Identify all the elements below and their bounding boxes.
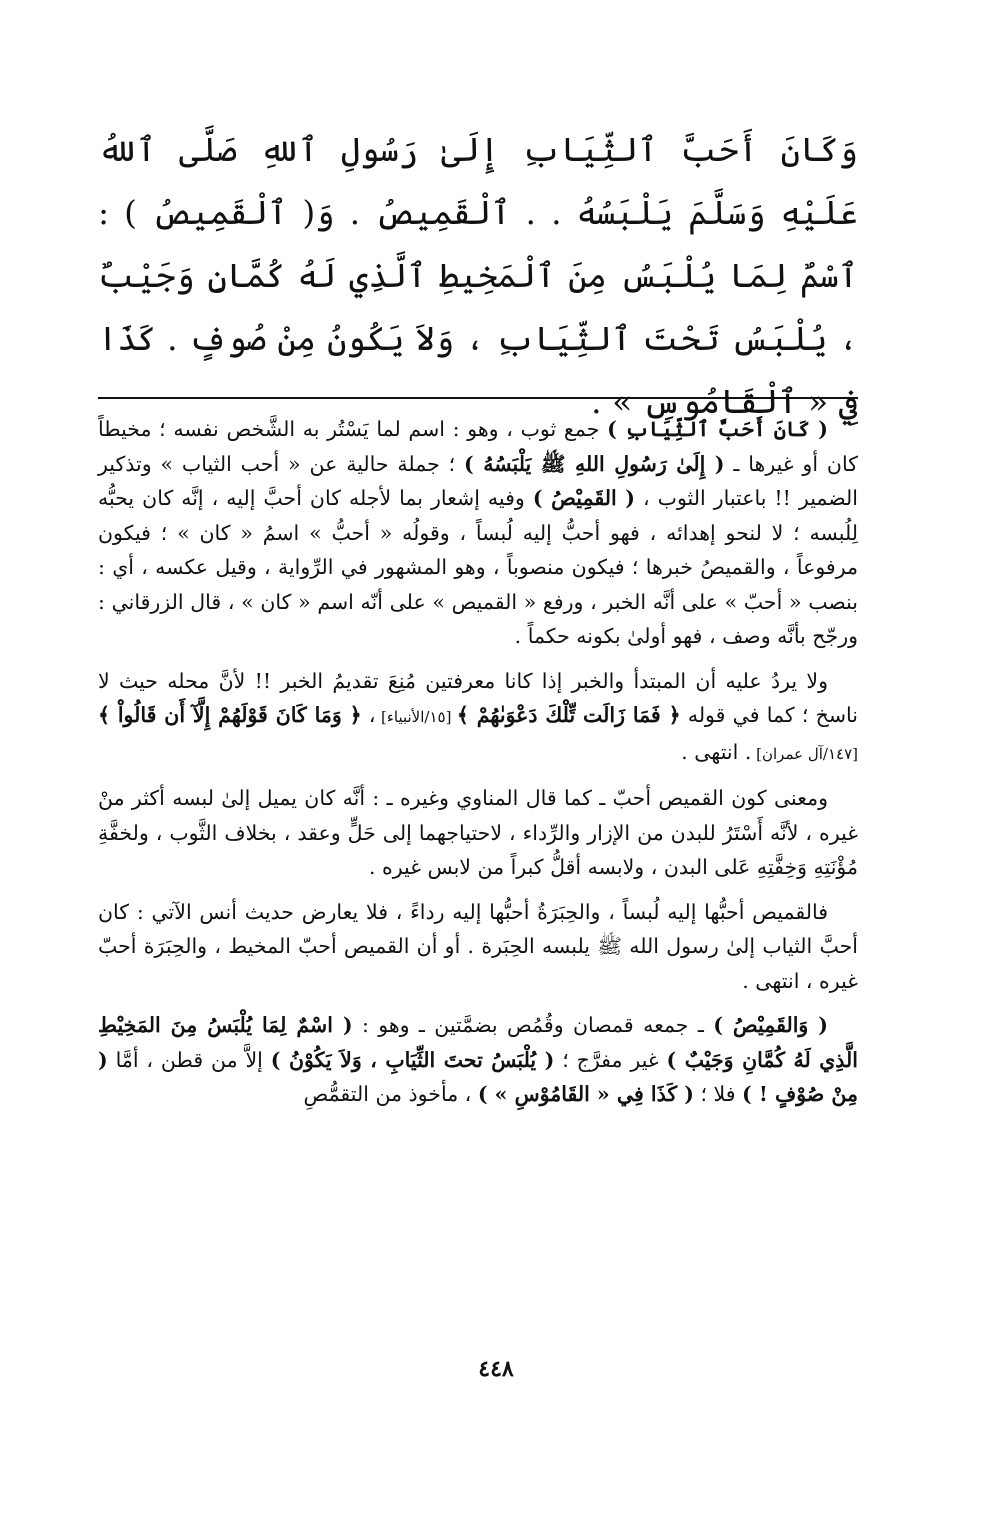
commentary-paragraph-4: فالقميص أحبُّها إليه لُبساً ، والحِبَرَةُ أحبُّها إليه رداءً ، فلا يعارض حديث أنس الآتي : كان أحبَّ الثياب إلىٰ رسول الله ﷺ يلبسه الحِبَرة . أو أن القميص أحبّ المخيط ، والحِبَرَة أحبّ غيره ، انتهى . xyxy=(98,899,858,993)
quoted-phrase: ( إِلَىٰ رَسُولِ اللهِ ﷺ يَلْبَسُهُ ) xyxy=(464,451,725,476)
commentary-text: ، xyxy=(361,703,376,727)
commentary-text: ، مأخوذ من التقمُّصِ xyxy=(303,1082,478,1106)
commentary-text: وفيه إشعار بما لأجله كان أحبَّ إليه ، إنَّه كان يحبُّه لِلُبسه ؛ لا لنحو إهدائه ، فهو أحبُّ إليه لُبساً ، وقولُه « أحبُّ » اسمُ « كان » ؛ فيكون مرفوعاً ، والقميصُ خبرها ؛ فيكون منصوباً ، وهو المشهور في الرِّواية ، وقيل عكسه ، أي : بنصب « أحبّ » على أنَّه الخبر ، ورفع « القميص » على أنّه اسم « كان » ، قال الزرقاني : ورجّح بأنَّه وصف ، فهو أولىٰ بكونه حكماً . xyxy=(98,486,858,648)
commentary-text: ؛ جملة حالية عن « أحب الثياب » وتذكير الضمير !! باعتبار الثوب ، xyxy=(98,451,858,510)
quoted-phrase: ( كَذَا فِي « القَامُوْسِ » ) xyxy=(477,1082,694,1106)
commentary-paragraph-5 xyxy=(98,1008,858,1112)
commentary-text: جمع ثوب ، وهو : اسم لما يَسْتُر به الشَّخص نفسه ؛ مخيطاً كان أو غيرها ـ xyxy=(98,417,858,476)
quoted-phrase: ( القَمِيْصُ ) xyxy=(532,486,635,510)
verse-reference: [١٥/الأنبياء] xyxy=(375,708,457,726)
commentary-text: إلاَّ من قطن ، أمَّا xyxy=(107,1047,271,1072)
commentary-text: فلا ؛ xyxy=(693,1082,743,1106)
main-text-block xyxy=(98,118,858,433)
quran-verse: ﴿ فَمَا زَالَت تِّلْكَ دَعْوَىٰهُمْ ﴾ xyxy=(456,703,681,727)
commentary-paragraph-1 xyxy=(98,412,858,654)
quran-verse: ﴿ وَمَا كَانَ قَوْلَهُمْ إِلَّآ أَن قَالُواْ ﴾ xyxy=(98,703,362,727)
commentary-text: ولا يردُ عليه أن المبتدأ والخبر إذا كانا معرفتين مُنِعَ تقديمُ الخبر !! لأنَّ محله حيث لا ناسخ ؛ كما في قوله xyxy=(98,668,858,727)
commentary-text: ـ جمعه قمصان وقُمُص بضمَّتين ـ وهو : xyxy=(352,1013,714,1037)
commentary-text: . انتهى . xyxy=(681,739,752,764)
quoted-phrase: ( يُلْبَسُ تحتَ الثِّيَابِ ، وَلاَ يَكُوْنُ ) xyxy=(270,1047,555,1072)
page-number: ٤٤٨ xyxy=(478,1356,514,1382)
commentary-paragraph-2 xyxy=(98,664,858,772)
commentary-text: غير مفرَّج ؛ xyxy=(554,1047,667,1072)
verse-reference: [١٤٧/آل عمران] xyxy=(751,744,858,763)
quoted-phrase: ( وَالقَمِيْصُ ) xyxy=(713,1013,828,1037)
footnote-divider xyxy=(98,397,858,399)
commentary-paragraph-3: ومعنى كون القميص أحبّ ـ كما قال المناوي وغيره ـ : أنَّه كان يميل إلىٰ لبسه أكثر منْ غيره ، لأنَّه أَسْتَرُ للبدن من الإزار والرِّداء ، لاحتياجهما إلى حَلٍّ وعقد ، بخلاف الثَّوب ، ولخفَّةِ مُؤْنَتِهِ وَخِفَّتِهِ عَلى البدن ، ولابسه أقلُّ كبراً من لابس غيره . xyxy=(98,786,858,879)
quoted-phrase: ( كَانَ أَحَبَّ ٱلثِّيَابِ ) xyxy=(607,417,828,441)
main-text-paragraph: وَكَانَ أَحَبَّ ٱلثِّيَابِ إِلَىٰ رَسُولِ ٱللهِ صَلَّى ٱللهُ عَلَيْهِ وَسَلَّمَ يَلْبَسُهُ . . ٱلْقَمِيصُ . وَ( ٱلْقَمِيصُ ) : ٱسْمٌ لِمَا يُلْبَسُ مِنَ ٱلْمَخِيطِ ٱلَّذِي لَهُ كُمَّانِ وَجَيْبٌ ، يُلْبَسُ تَحْتَ ٱلثِّيَابِ ، وَلاَ يَكُونُ مِنْ صُوفٍ . كَذَا فِي « ٱلْقَامُوسِ » . xyxy=(98,130,858,421)
quoted-phrase: ( مِنْ صُوْفٍ ! ) xyxy=(98,1047,858,1106)
quoted-phrase: ( اسْمٌ لِمَا يُلْبَسُ مِنَ المَخِيْطِ الَّذِي لَهُ كُمَّانِ وَجَيْبٌ ) xyxy=(98,1013,858,1072)
commentary-block xyxy=(98,412,858,1122)
